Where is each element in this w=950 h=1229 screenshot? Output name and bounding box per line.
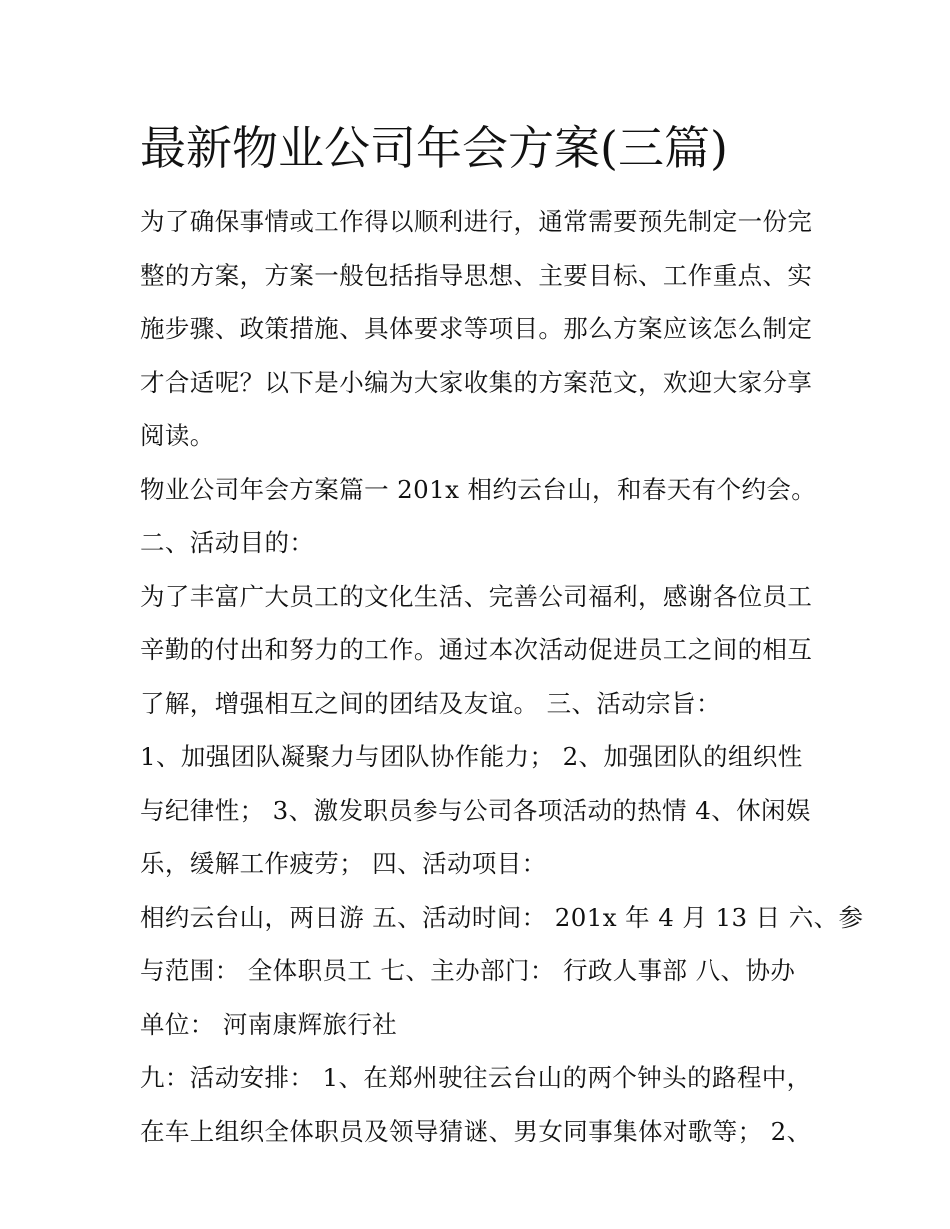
document-title: 最新物业公司年会方案(三篇)	[140, 121, 728, 175]
body-line: 九：活动安排： 1、在郑州驶往云台山的两个钟头的路程中，	[140, 1063, 812, 1092]
body-line: 为了确保事情或工作得以顺利进行，通常需要预先制定一份完	[140, 207, 813, 236]
document-body	[140, 195, 864, 1158]
body-line: 乐，缓解工作疲劳； 四、活动项目：	[140, 849, 547, 878]
body-line: 阅读。	[140, 421, 215, 450]
body-line: 整的方案，方案一般包括指导思想、主要目标、工作重点、实	[140, 260, 813, 290]
body-line: 了解，增强相互之间的团结及友谊。 三、活动宗旨：	[140, 688, 721, 718]
body-line: 与纪律性； 3、激发职员参与公司各项活动的热情 4、休闲娱	[140, 795, 811, 825]
body-line: 在车上组织全体职员及领导猜谜、男女同事集体对歌等； 2、	[140, 1116, 812, 1146]
body-line: 为了丰富广大员工的文化生活、完善公司福利，感谢各位员工	[140, 581, 813, 611]
body-line: 二、活动目的：	[140, 528, 315, 557]
body-line: 才合适呢？以下是小编为大家收集的方案范文，欢迎大家分享	[140, 367, 813, 397]
body-line: 单位： 河南康辉旅行社	[140, 1009, 398, 1039]
body-line: 施步骤、政策措施、具体要求等项目。那么方案应该怎么制定	[140, 314, 813, 343]
body-line: 与范围： 全体职员工 七、主办部门： 行政人事部 八、协办	[140, 956, 796, 985]
body-line: 1、加强团队凝聚力与团队协作能力； 2、加强团队的组织性	[140, 742, 803, 771]
body-line: 辛勤的付出和努力的工作。通过本次活动促进员工之间的相互	[140, 635, 813, 664]
body-line: 物业公司年会方案篇一 201x 相约云台山，和春天有个约会。	[140, 474, 817, 504]
body-line: 相约云台山，两日游 五、活动时间： 201x 年 4 月 13 日 六、参	[140, 902, 864, 932]
